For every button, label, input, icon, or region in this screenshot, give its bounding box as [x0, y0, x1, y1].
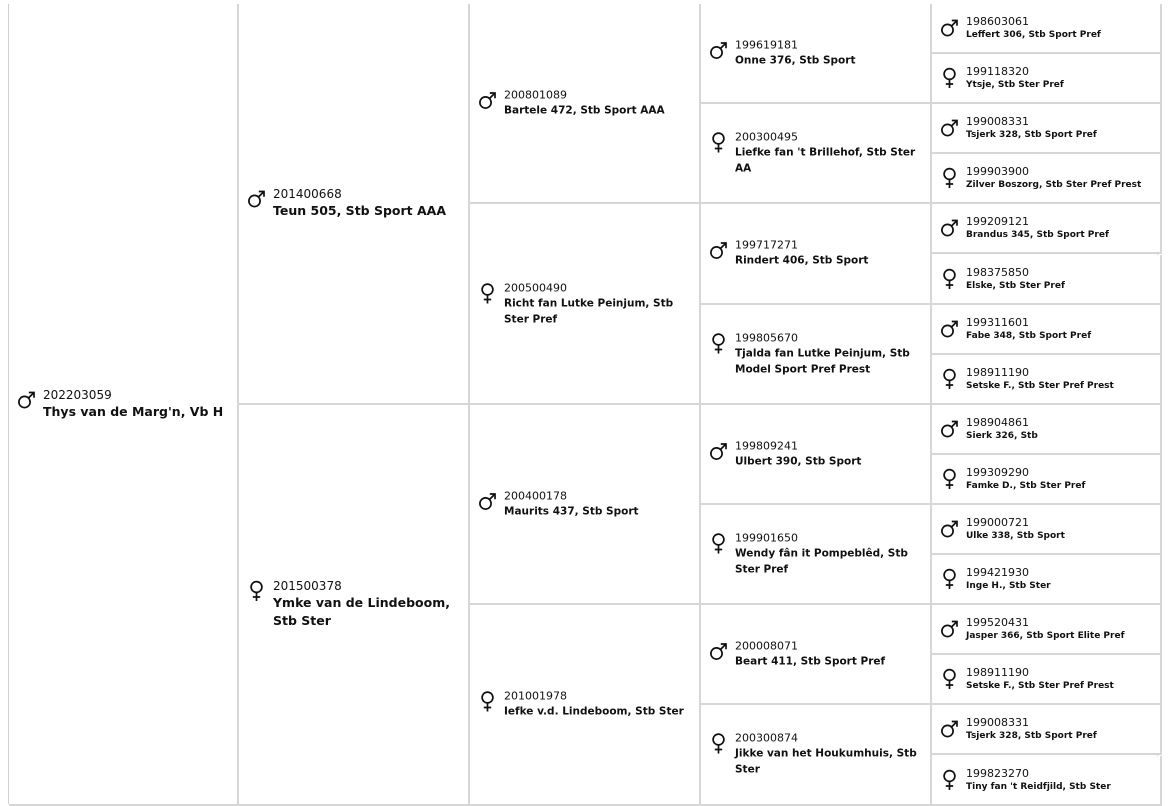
- horse-text: [966, 14, 1154, 42]
- registration-number: 201500378: [273, 579, 342, 594]
- registration-number: 201001978: [504, 689, 567, 703]
- male-icon: [940, 718, 959, 740]
- pedigree-cell-gen3-6[interactable]: [701, 505, 932, 605]
- pedigree-cell-gen3-1[interactable]: [701, 4, 932, 104]
- horse-text: [966, 715, 1154, 743]
- horse-text: [735, 639, 924, 670]
- registration-number: 199008331: [966, 716, 1029, 730]
- horse-name-link[interactable]: Leffert 306, Stb Sport Pref: [966, 30, 1101, 41]
- pedigree-cell-gen4-16[interactable]: [932, 756, 1162, 806]
- horse-text: [43, 387, 231, 421]
- female-icon: [940, 67, 959, 89]
- registration-number: 198911190: [966, 666, 1029, 680]
- pedigree-cell-gen4-15[interactable]: [932, 705, 1162, 755]
- registration-number: 199311601: [966, 315, 1029, 329]
- horse-name-link[interactable]: Tsjerk 328, Stb Sport Pref: [966, 130, 1097, 141]
- registration-number: 199823270: [966, 766, 1029, 780]
- registration-number: 200801089: [504, 88, 567, 102]
- horse-name-link[interactable]: Setske F., Stb Ster Pref Prest: [966, 380, 1114, 391]
- horse-entry: [940, 515, 1154, 543]
- horse-entry: [940, 615, 1154, 643]
- horse-entry: [940, 14, 1154, 42]
- horse-entry: [709, 438, 924, 469]
- horse-entry: [709, 731, 924, 778]
- registration-number: 199421930: [966, 566, 1029, 580]
- pedigree-cell-gen2-2[interactable]: [470, 204, 701, 404]
- horse-name-link[interactable]: Onne 376, Stb Sport: [735, 54, 856, 67]
- female-icon: [940, 468, 959, 490]
- pedigree-cell-gen2-1[interactable]: [470, 4, 701, 204]
- pedigree-cell-gen4-11[interactable]: [932, 505, 1162, 555]
- male-icon: [940, 618, 959, 640]
- horse-entry: [940, 415, 1154, 443]
- pedigree-cell-gen3-2[interactable]: [701, 104, 932, 204]
- female-icon: [478, 282, 497, 304]
- registration-number: 198911190: [966, 365, 1029, 379]
- registration-number: 198603061: [966, 15, 1029, 29]
- horse-entry: [709, 531, 924, 578]
- horse-text: [966, 565, 1154, 593]
- female-icon: [940, 268, 959, 290]
- pedigree-cell-gen0-1[interactable]: [9, 4, 239, 806]
- pedigree-cell-gen2-4[interactable]: [470, 605, 701, 805]
- pedigree-cell-gen4-9[interactable]: [932, 405, 1162, 455]
- pedigree-cell-gen4-6[interactable]: [932, 255, 1162, 305]
- horse-text: [735, 330, 924, 377]
- horse-entry: [940, 465, 1154, 493]
- horse-name-link[interactable]: Brandus 345, Stb Sport Pref: [966, 230, 1109, 241]
- registration-number: 199309290: [966, 465, 1029, 479]
- horse-name-link[interactable]: Liefke fan 't Brillehof, Stb Ster AA: [735, 146, 916, 175]
- horse-text: [966, 415, 1154, 443]
- horse-entry: [940, 164, 1154, 192]
- male-icon: [709, 40, 728, 62]
- pedigree-cell-gen3-5[interactable]: [701, 405, 932, 505]
- horse-entry: [478, 488, 693, 519]
- male-icon: [940, 318, 959, 340]
- registration-number: 202203059: [43, 387, 112, 402]
- female-icon: [478, 691, 497, 713]
- pedigree-cell-gen1-1[interactable]: [239, 4, 470, 405]
- horse-entry: [940, 365, 1154, 393]
- horse-text: [735, 731, 924, 778]
- female-icon: [940, 568, 959, 590]
- pedigree-cell-gen3-3[interactable]: [701, 204, 932, 304]
- horse-name-link[interactable]: Ytsje, Stb Ster Pref: [966, 80, 1064, 91]
- horse-name-link[interactable]: Bartele 472, Stb Sport AAA: [504, 104, 665, 117]
- horse-entry: [247, 186, 462, 220]
- horse-text: [504, 689, 693, 720]
- horse-name-link[interactable]: Ymke van de Lindeboom, Stb Ster: [273, 595, 450, 629]
- horse-entry: [940, 64, 1154, 92]
- registration-number: 201400668: [273, 187, 342, 202]
- horse-entry: [478, 689, 693, 720]
- registration-number: 198904861: [966, 415, 1029, 429]
- registration-number: 199805670: [735, 331, 798, 345]
- horse-entry: [940, 565, 1154, 593]
- registration-number: 199209121: [966, 215, 1029, 229]
- registration-number: 200400178: [504, 489, 567, 503]
- horse-entry: [940, 265, 1154, 293]
- horse-text: [504, 488, 693, 519]
- registration-number: 199717271: [735, 238, 798, 252]
- horse-text: [735, 130, 924, 177]
- horse-name-link[interactable]: Iefke v.d. Lindeboom, Stb Ster: [504, 705, 684, 718]
- horse-name-link[interactable]: Teun 505, Stb Sport AAA: [273, 203, 447, 219]
- horse-name-link[interactable]: Famke D., Stb Ster Pref: [966, 480, 1086, 491]
- horse-name-link[interactable]: Ulbert 390, Stb Sport: [735, 455, 862, 468]
- horse-entry: [709, 130, 924, 177]
- registration-number: 200300495: [735, 130, 798, 144]
- female-icon: [709, 132, 728, 154]
- registration-number: 200500490: [504, 281, 567, 295]
- horse-name-link[interactable]: Tiny fan 't Reidfjild, Stb Ster: [966, 781, 1111, 792]
- horse-text: [966, 615, 1154, 643]
- pedigree-cell-gen3-8[interactable]: [701, 705, 932, 805]
- pedigree-cell-gen4-2[interactable]: [932, 54, 1162, 104]
- pedigree-cell-gen4-8[interactable]: [932, 355, 1162, 405]
- female-icon: [247, 580, 266, 602]
- male-icon: [940, 518, 959, 540]
- registration-number: 199008331: [966, 115, 1029, 129]
- horse-name-link[interactable]: Beart 411, Stb Sport Pref: [735, 655, 886, 668]
- horse-entry: [940, 315, 1154, 343]
- horse-name-link[interactable]: Tjalda fan Lutke Peinjum, Stb Model Sport Pref Prest: [735, 347, 910, 376]
- horse-text: [966, 365, 1154, 393]
- horse-entry: [17, 387, 231, 421]
- horse-name-link[interactable]: Tsjerk 328, Stb Sport Pref: [966, 731, 1097, 742]
- registration-number: 199000721: [966, 516, 1029, 530]
- female-icon: [940, 769, 959, 791]
- pedigree-cell-gen1-2[interactable]: [239, 405, 470, 806]
- pedigree-cell-gen4-13[interactable]: [932, 605, 1162, 655]
- horse-entry: [940, 715, 1154, 743]
- horse-entry: [940, 114, 1154, 142]
- male-icon: [478, 490, 497, 512]
- horse-text: [966, 515, 1154, 543]
- male-icon: [940, 418, 959, 440]
- horse-entry: [247, 578, 462, 630]
- female-icon: [709, 733, 728, 755]
- horse-name-link[interactable]: Richt fan Lutke Peinjum, Stb Ster Pref: [504, 297, 674, 326]
- horse-text: [966, 164, 1154, 192]
- registration-number: 198375850: [966, 265, 1029, 279]
- horse-name-link[interactable]: Fabe 348, Stb Sport Pref: [966, 330, 1092, 341]
- registration-number: 200008071: [735, 639, 798, 653]
- horse-name-link[interactable]: Zilver Boszorg, Stb Ster Pref Prest: [966, 180, 1142, 191]
- pedigree-cell-gen4-3[interactable]: [932, 104, 1162, 154]
- horse-entry: [940, 214, 1154, 242]
- registration-number: 199809241: [735, 439, 798, 453]
- horse-text: [966, 465, 1154, 493]
- horse-entry: [478, 88, 693, 119]
- registration-number: 199520431: [966, 616, 1029, 630]
- horse-text: [966, 766, 1154, 794]
- horse-text: [966, 64, 1154, 92]
- pedigree-cell-gen4-10[interactable]: [932, 455, 1162, 505]
- pedigree-cell-gen4-14[interactable]: [932, 655, 1162, 705]
- pedigree-cell-gen4-5[interactable]: [932, 204, 1162, 254]
- horse-name-link[interactable]: Thys van de Marg'n, Vb H: [43, 403, 224, 419]
- horse-name-link[interactable]: Jikke van het Houkumhuis, Stb Ster: [735, 747, 917, 776]
- horse-entry: [709, 330, 924, 377]
- male-icon: [247, 188, 266, 210]
- female-icon: [940, 368, 959, 390]
- horse-text: [273, 186, 462, 220]
- horse-text: [966, 665, 1154, 693]
- pedigree-cell-gen4-4[interactable]: [932, 154, 1162, 204]
- horse-text: [273, 578, 462, 630]
- male-icon: [940, 217, 959, 239]
- male-icon: [17, 389, 36, 411]
- horse-text: [735, 238, 924, 269]
- female-icon: [940, 668, 959, 690]
- male-icon: [709, 641, 728, 663]
- registration-number: 199619181: [735, 38, 798, 52]
- horse-text: [504, 88, 693, 119]
- pedigree-cell-gen4-1[interactable]: [932, 4, 1162, 54]
- pedigree-cell-gen3-7[interactable]: [701, 605, 932, 705]
- horse-entry: [709, 639, 924, 670]
- male-icon: [709, 440, 728, 462]
- horse-name-link[interactable]: Wendy fân it Pompeblêd, Stb Ster Pref: [735, 547, 908, 576]
- horse-name-link[interactable]: Jasper 366, Stb Sport Elite Pref: [966, 631, 1125, 642]
- horse-entry: [709, 38, 924, 69]
- horse-text: [735, 531, 924, 578]
- horse-name-link[interactable]: Elske, Stb Ster Pref: [966, 280, 1065, 291]
- male-icon: [478, 90, 497, 112]
- horse-name-link[interactable]: Inge H., Stb Ster: [966, 581, 1051, 592]
- pedigree-cell-gen4-7[interactable]: [932, 305, 1162, 355]
- horse-name-link[interactable]: Ulke 338, Stb Sport: [966, 531, 1065, 542]
- horse-name-link[interactable]: Sierk 326, Stb: [966, 430, 1038, 441]
- pedigree-cell-gen2-3[interactable]: [470, 405, 701, 605]
- horse-text: [504, 280, 693, 327]
- pedigree-cell-gen3-4[interactable]: [701, 305, 932, 405]
- registration-number: 199901650: [735, 531, 798, 545]
- horse-text: [966, 265, 1154, 293]
- female-icon: [709, 533, 728, 555]
- horse-name-link[interactable]: Setske F., Stb Ster Pref Prest: [966, 681, 1114, 692]
- male-icon: [709, 240, 728, 262]
- registration-number: 199118320: [966, 65, 1029, 79]
- male-icon: [940, 17, 959, 39]
- horse-name-link[interactable]: Rindert 406, Stb Sport: [735, 254, 869, 267]
- horse-text: [966, 214, 1154, 242]
- registration-number: 199903900: [966, 165, 1029, 179]
- registration-number: 200300874: [735, 731, 798, 745]
- horse-text: [966, 114, 1154, 142]
- horse-entry: [709, 238, 924, 269]
- horse-text: [735, 438, 924, 469]
- pedigree-cell-gen4-12[interactable]: [932, 555, 1162, 605]
- female-icon: [940, 167, 959, 189]
- female-icon: [709, 332, 728, 354]
- horse-name-link[interactable]: Maurits 437, Stb Sport: [504, 505, 639, 518]
- male-icon: [940, 117, 959, 139]
- horse-text: [966, 315, 1154, 343]
- horse-entry: [940, 766, 1154, 794]
- horse-text: [735, 38, 924, 69]
- horse-entry: [478, 280, 693, 327]
- horse-entry: [940, 665, 1154, 693]
